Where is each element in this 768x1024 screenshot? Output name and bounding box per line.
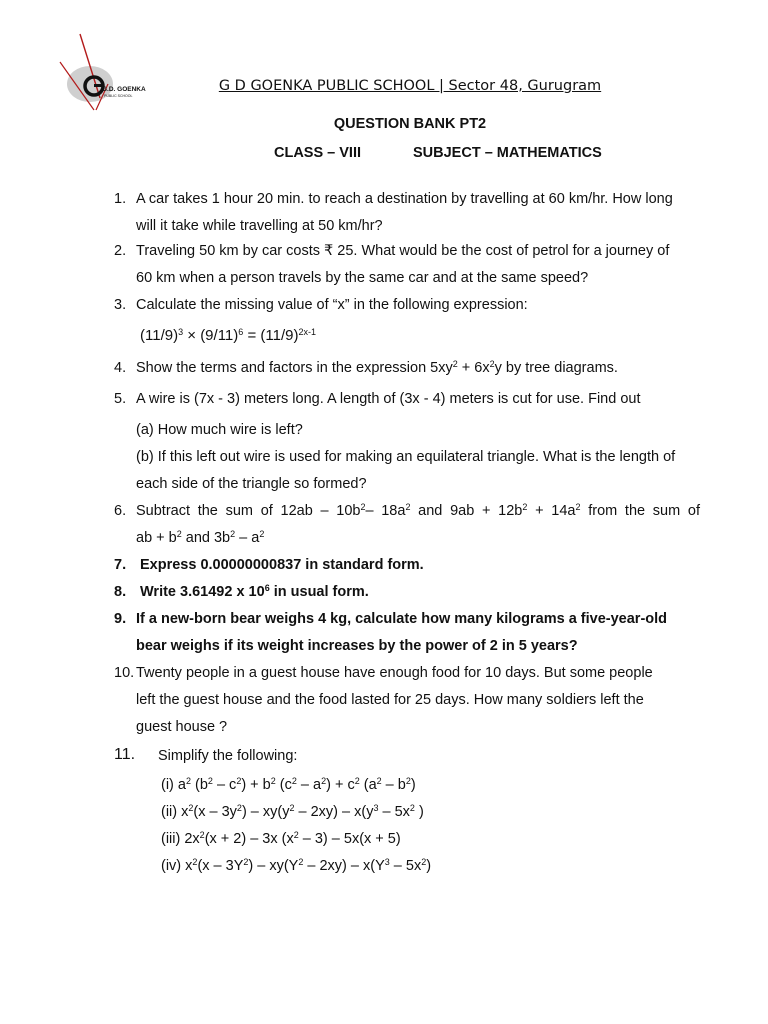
question-number: 3. [114,297,127,313]
question-number: 8. [114,584,127,600]
school-logo [52,32,152,114]
question-number: 6. [114,503,127,519]
question-11-part-iii: (iii) $2x^2(x + 2) - 3x$ $(x^2 - 3) - 5x(x + 5)$ [161,830,401,847]
question-number: 1. [114,191,127,207]
question-number: 4. [114,360,127,376]
question-number: 5. [114,391,127,407]
question-number: 7. [114,557,127,573]
question-1-continued: will it take while travelling at 50 km/hr? [136,218,383,234]
subject-label: SUBJECT – MATHEMATICS [413,145,602,161]
question-number: 2. [114,243,127,259]
question-text: A wire is (7x - 3) meters long. A length of (3x - 4) meters is cut for use. Find out [136,391,641,407]
class-label: CLASS – VIII [274,145,362,161]
question-10-continued: left the guest house and the food lasted for 25 days. How many soldiers left the [136,692,644,708]
question-11-part-i: (i) $a^2$ $(b^2 - c^2) + b^2$ $(c^2 - a^2) + c^2$ $(a^2 - b^2)$ [161,776,416,793]
question-2-continued: 60 km when a person travels by the same car and at the same speed? [136,270,589,286]
question-text: Express 0.00000000837 in standard form. [140,557,424,573]
question-number: 9. [114,611,127,627]
question-text: A car takes 1 hour 20 min. to reach a destination by travelling at 60 km/hr. How long [136,191,673,207]
question-11-text: Simplify the following: [158,748,298,764]
question-5-part-b-continued: each side of the triangle so formed? [136,476,367,492]
question-text: If a new-born bear weighs 4 kg, calculate how many kilograms a five-year-old [136,611,668,627]
question-text: Subtract the sum of $12ab - 10b^2-$ $18a^2$ and $9ab + 12b^2 + 14a^2$ from the sum of [136,502,700,519]
question-11-number: 11. [114,746,136,763]
question-5-part-a: (a) How much wire is left? [136,422,303,438]
svg-text:PUBLIC SCHOOL: PUBLIC SCHOOL [104,94,133,98]
question-11-part-ii: (ii) $x^2(x - 3y^2) - xy(y^2 - 2xy) - x(y^3 - 5x^2$ ) [161,803,424,820]
question-number: 10. [114,665,135,681]
school-title: G D GOENKA PUBLIC SCHOOL | Sector 48, Gurugram [218,78,602,94]
question-11-part-iv: (iv) $x^2(x - 3Y^2) - xy(Y^2 - 2xy) - x(Y^3 - 5x^2)$ [161,857,432,874]
question-text: Calculate the missing value of “x” in the following expression: [136,297,528,313]
question-10-continued-2: guest house ? [136,719,228,735]
question-bank-title: QUESTION BANK PT2 [333,116,487,132]
question-text: Show the terms and factors in the expression $5xy^2 + 6x^2y$ by tree diagrams. [136,359,618,376]
question-text: Write 3.61492 x $10^6$ in usual form. [140,583,369,600]
question-9-continued: bear weighs if its weight increases by the power of 2 in 5 years? [136,638,578,654]
question-5-part-b: (b) If this left out wire is used for making an equilateral triangle. What is the length of [136,449,676,465]
svg-text:G.D. GOENKA: G.D. GOENKA [102,86,146,93]
question-6-continued: ab + $b^2$ and $3b^2 - a^2$ [136,529,265,546]
question-text: Twenty people in a guest house have enough food for 10 days. But some people [136,665,653,681]
question-3-expression: $(11/9)^3 \times (9/11)^6 = (11/9)^{2x-1}$ [140,327,316,344]
question-text: Traveling 50 km by car costs ₹ 25. What would be the cost of petrol for a journey of [136,243,670,259]
